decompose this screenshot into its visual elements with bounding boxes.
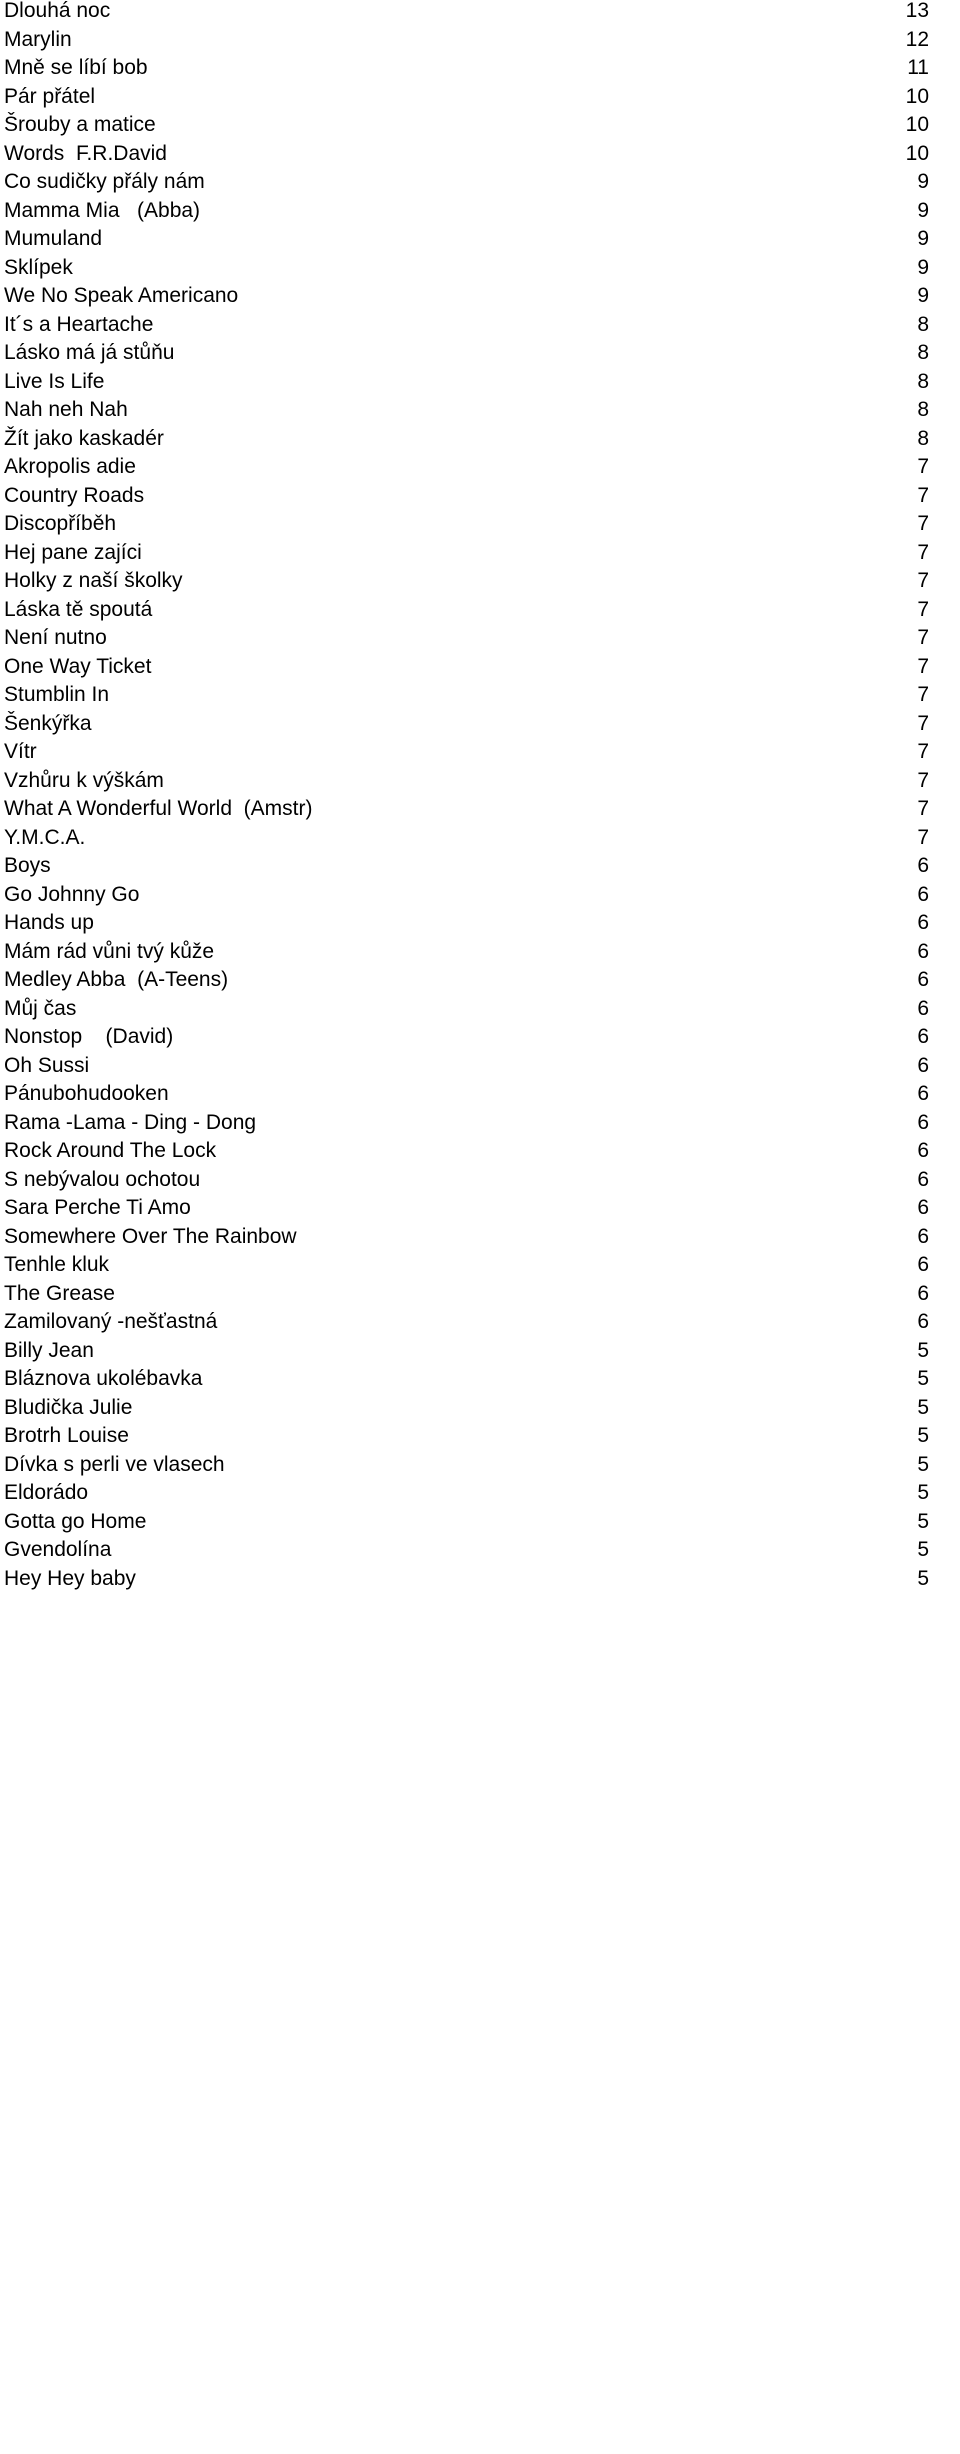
song-count: 5: [917, 1481, 929, 1504]
list-item: [0, 139, 960, 168]
song-count: 8: [917, 398, 929, 421]
song-title: Tenhle kluk: [4, 1253, 110, 1276]
song-title: Words F.R.David: [4, 141, 167, 165]
song-count: 6: [917, 1281, 929, 1305]
list-item: [0, 538, 960, 567]
song-count: 6: [917, 1253, 929, 1276]
song-title: Y.M.C.A.: [4, 825, 86, 849]
list-item: [0, 1108, 960, 1137]
song-title: Dlouhá noc: [4, 0, 111, 22]
song-count: 7: [917, 512, 929, 535]
list-item: [0, 1079, 960, 1108]
song-title: Dívka s perli ve vlasech: [4, 1452, 225, 1476]
song-count: 6: [917, 1224, 929, 1248]
list-item: [0, 0, 960, 25]
list-item: [0, 1564, 960, 1593]
song-count: 11: [907, 56, 929, 79]
song-title: Discopříběh: [4, 512, 117, 535]
list-item: [0, 1051, 960, 1080]
song-count: 6: [917, 1082, 929, 1105]
list-item: [0, 53, 960, 82]
song-title: Bludička Julie: [4, 1395, 133, 1419]
list-item: [0, 709, 960, 738]
list-item: [0, 424, 960, 453]
song-title: Mamma Mia (Abba): [4, 198, 201, 222]
list-item: [0, 367, 960, 396]
song-count: 10: [905, 84, 929, 108]
song-title: Country Roads: [4, 483, 145, 507]
song-count: 6: [917, 1196, 929, 1219]
list-item: [0, 452, 960, 481]
song-title: We No Speak Americano: [4, 284, 239, 307]
song-title: Mám rád vůni tvý kůže: [4, 939, 215, 963]
song-title: Stumblin In: [4, 683, 110, 706]
song-title: Hands up: [4, 911, 94, 934]
list-item: [0, 1336, 960, 1365]
list-item: [0, 851, 960, 880]
song-count: 5: [917, 1509, 929, 1533]
list-item: [0, 823, 960, 852]
song-title: One Way Ticket: [4, 654, 152, 678]
list-item: [0, 395, 960, 424]
song-title: Rama -Lama - Ding - Dong: [4, 1110, 257, 1134]
song-count: 7: [917, 825, 929, 849]
list-item: [0, 623, 960, 652]
song-title: Hey Hey baby: [4, 1566, 136, 1590]
song-count: 6: [917, 1139, 929, 1162]
song-count: 7: [917, 740, 929, 763]
song-title: What A Wonderful World (Amstr): [4, 797, 313, 820]
list-item: [0, 25, 960, 54]
song-title: Lásko má já stůňu: [4, 341, 175, 364]
song-count: 8: [917, 369, 929, 393]
song-title: Live Is Life: [4, 369, 105, 393]
song-count: 7: [917, 483, 929, 507]
song-title: Co sudičky přály nám: [4, 170, 205, 193]
list-item: [0, 880, 960, 909]
list-item: [0, 110, 960, 139]
song-count: 5: [917, 1538, 929, 1561]
song-title: Marylin: [4, 27, 72, 51]
song-count: 6: [917, 1310, 929, 1333]
song-count: 5: [917, 1338, 929, 1362]
song-count: 6: [917, 996, 929, 1020]
song-count: 6: [917, 854, 929, 877]
song-count: 7: [917, 455, 929, 478]
song-count: 7: [917, 626, 929, 649]
song-count: 7: [917, 683, 929, 706]
list-item: [0, 680, 960, 709]
list-item: [0, 1222, 960, 1251]
song-title: Bláznova ukolébavka: [4, 1367, 203, 1390]
song-title: Vítr: [4, 740, 37, 763]
song-title: Zamilovaný -nešťastná: [4, 1310, 218, 1333]
song-count: 7: [917, 654, 929, 678]
list-item: [0, 937, 960, 966]
song-title: The Grease: [4, 1281, 115, 1305]
song-title: Mumuland: [4, 227, 103, 250]
song-title: Boys: [4, 854, 51, 877]
song-count: 5: [917, 1395, 929, 1419]
song-count: 7: [917, 569, 929, 592]
song-title: Pár přátel: [4, 84, 96, 108]
list-item: [0, 82, 960, 111]
song-title: Není nutno: [4, 626, 107, 649]
list-item: [0, 167, 960, 196]
list-item: [0, 1022, 960, 1051]
list-item: [0, 1165, 960, 1194]
song-title: Sara Perche Ti Amo: [4, 1196, 191, 1219]
song-title: Mně se líbí bob: [4, 56, 148, 79]
list-item: [0, 1307, 960, 1336]
song-title: Holky z naší školky: [4, 569, 183, 592]
song-count: 8: [917, 312, 929, 336]
song-count: 12: [905, 27, 929, 51]
list-item: [0, 253, 960, 282]
list-item: [0, 310, 960, 339]
list-item: [0, 509, 960, 538]
list-item: [0, 196, 960, 225]
list-item: [0, 1193, 960, 1222]
song-count: 9: [917, 227, 929, 250]
song-title: Šenkýřka: [4, 711, 92, 735]
list-item: [0, 737, 960, 766]
song-title: Medley Abba (A-Teens): [4, 968, 229, 991]
list-item: [0, 224, 960, 253]
song-count: 6: [917, 1053, 929, 1077]
song-count: 7: [917, 797, 929, 820]
song-title: Sklípek: [4, 255, 73, 279]
list-item: [0, 1535, 960, 1564]
song-title: S nebývalou ochotou: [4, 1167, 201, 1191]
song-title: Eldorádo: [4, 1481, 89, 1504]
song-count: 9: [917, 284, 929, 307]
list-item: [0, 1478, 960, 1507]
song-title: Brotrh Louise: [4, 1424, 129, 1447]
list-item: [0, 1421, 960, 1450]
song-count: 7: [917, 540, 929, 564]
song-title: Žít jako kaskadér: [4, 426, 164, 450]
song-count: 6: [917, 911, 929, 934]
song-title: Vzhůru k výškám: [4, 768, 164, 792]
song-title: Pánubohudooken: [4, 1082, 169, 1105]
list-item: [0, 994, 960, 1023]
song-count: 5: [917, 1424, 929, 1447]
list-item: [0, 1393, 960, 1422]
song-count: 6: [917, 1025, 929, 1048]
song-title: Billy Jean: [4, 1338, 94, 1362]
song-count: 9: [917, 170, 929, 193]
song-title: Šrouby a matice: [4, 113, 156, 136]
song-count: 6: [917, 968, 929, 991]
song-count: 6: [917, 1110, 929, 1134]
song-title: Akropolis adie: [4, 455, 136, 478]
song-count: 8: [917, 341, 929, 364]
list-item: [0, 1507, 960, 1536]
song-count: 10: [905, 141, 929, 165]
song-count: 5: [917, 1367, 929, 1390]
song-count: 7: [917, 768, 929, 792]
song-title: Somewhere Over The Rainbow: [4, 1224, 297, 1248]
song-count: 9: [917, 255, 929, 279]
song-title: Nah neh Nah: [4, 398, 128, 421]
list-item: [0, 281, 960, 310]
song-count: 7: [917, 597, 929, 621]
list-item: [0, 566, 960, 595]
song-count: 13: [905, 0, 929, 22]
list-item: [0, 794, 960, 823]
song-count: 6: [917, 1167, 929, 1191]
song-title: Go Johnny Go: [4, 882, 140, 906]
list-item: [0, 481, 960, 510]
song-count: 7: [917, 711, 929, 735]
list-item: [0, 1364, 960, 1393]
song-count: 8: [917, 426, 929, 450]
list-item: [0, 766, 960, 795]
song-title: Gvendolína: [4, 1538, 112, 1561]
list-item: [0, 965, 960, 994]
song-title: Rock Around The Lock: [4, 1139, 217, 1162]
song-title: Nonstop (David): [4, 1025, 174, 1048]
song-title: Můj čas: [4, 996, 77, 1020]
song-title: Láska tě spoutá: [4, 597, 153, 621]
list-item: [0, 1279, 960, 1308]
song-count: 5: [917, 1566, 929, 1590]
list-item: [0, 652, 960, 681]
song-count: 5: [917, 1452, 929, 1476]
song-title: Hej pane zajíci: [4, 540, 142, 564]
song-count: 10: [905, 113, 929, 136]
song-count: 9: [917, 198, 929, 222]
list-item: [0, 1136, 960, 1165]
list-item: [0, 1450, 960, 1479]
list-item: [0, 338, 960, 367]
song-title: Gotta go Home: [4, 1509, 147, 1533]
list-item: [0, 1250, 960, 1279]
song-count: 6: [917, 939, 929, 963]
song-title: It´s a Heartache: [4, 312, 154, 336]
list-item: [0, 595, 960, 624]
song-title: Oh Sussi: [4, 1053, 90, 1077]
song-count: 6: [917, 882, 929, 906]
list-item: [0, 908, 960, 937]
